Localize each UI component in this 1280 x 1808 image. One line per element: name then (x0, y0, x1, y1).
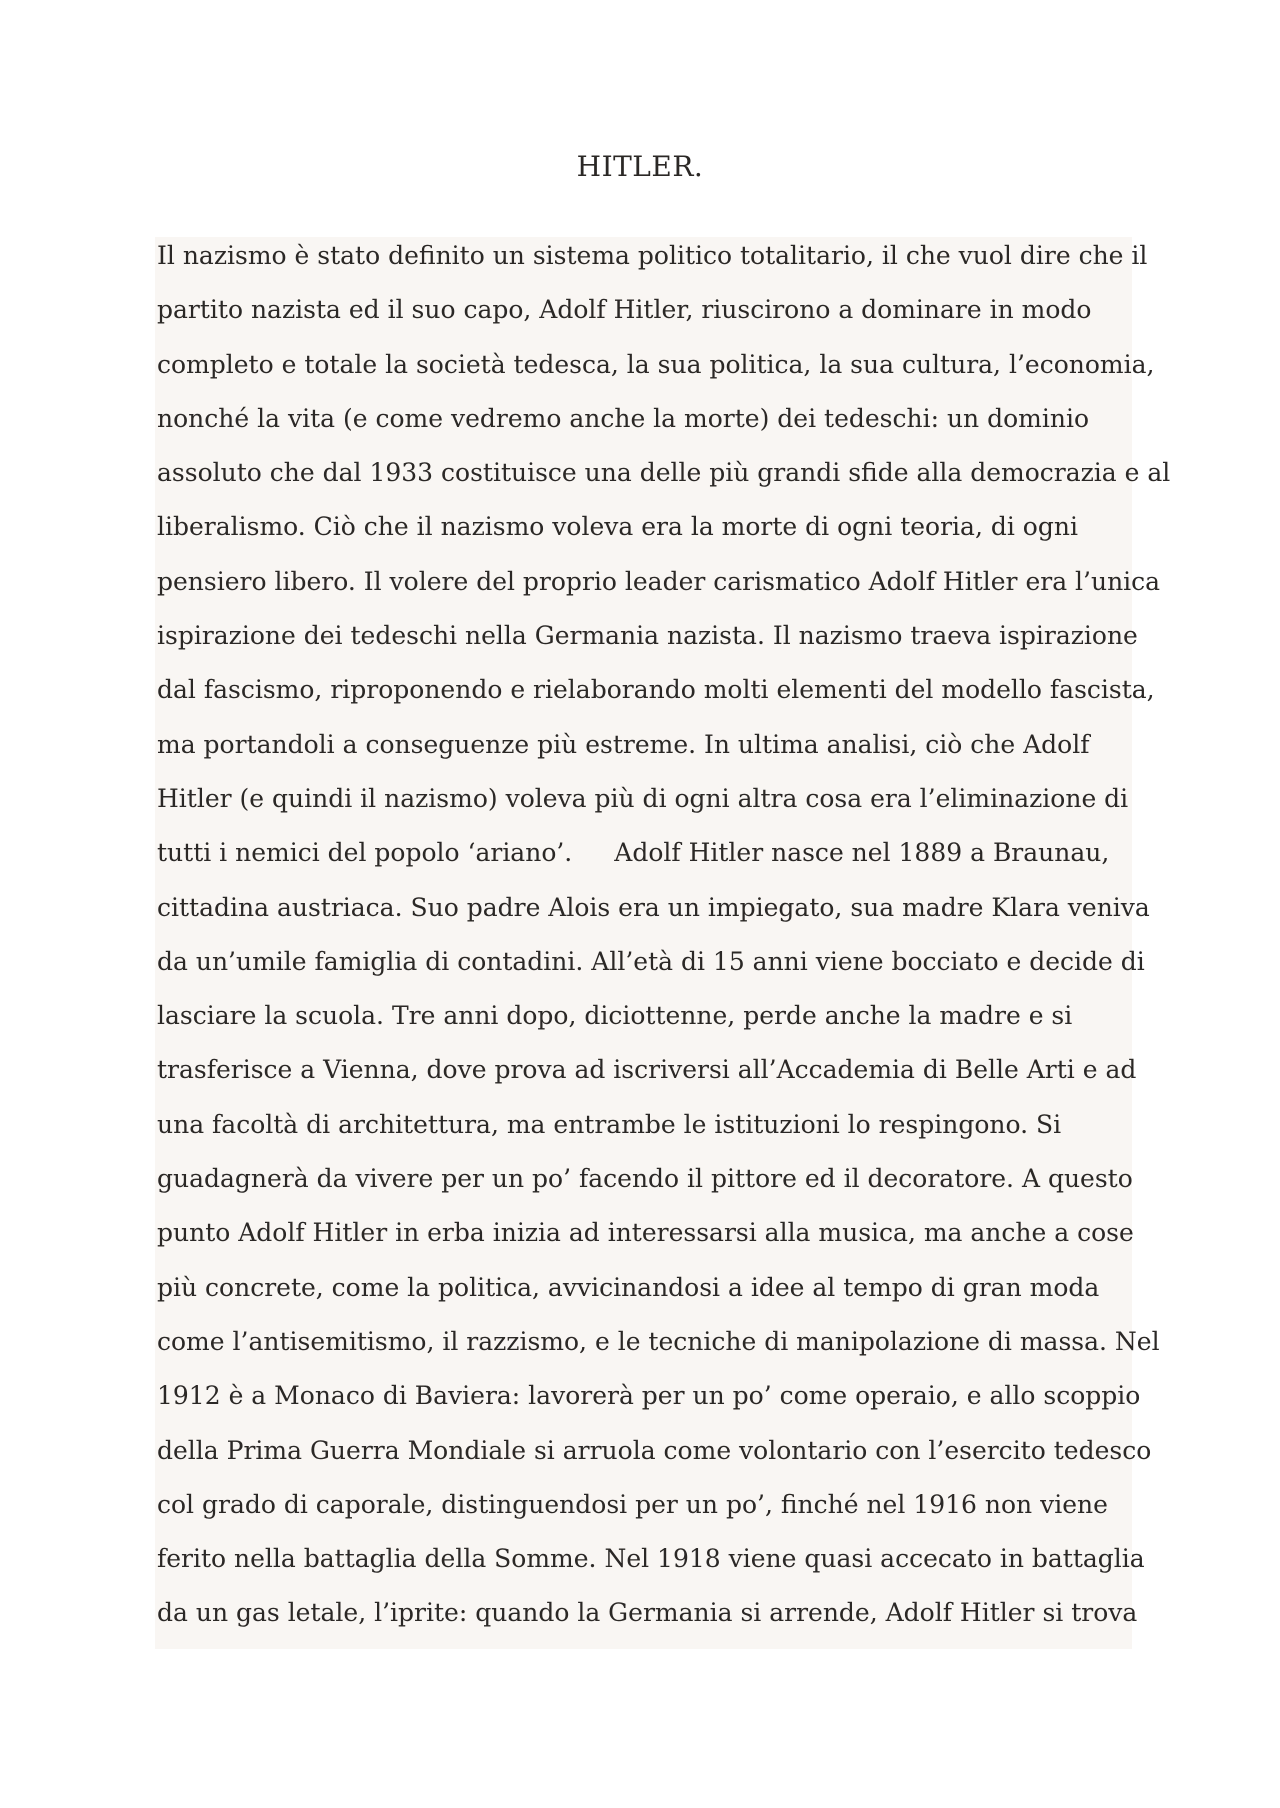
text-line: partito nazista ed il suo capo, Adolf Hitler, riuscirono a dominare in modo (157, 295, 1092, 325)
text-line: liberalismo. Ciò che il nazismo voleva era la morte di ogni teoria, di ogni (157, 512, 1078, 542)
text-line: pensiero libero. Il volere del proprio leader carismatico Adolf Hitler era l’unica (157, 566, 1161, 596)
text-segment: Adolf Hitler nasce nel 1889 a Braunau, (614, 838, 1110, 868)
text-line: più concrete, come la politica, avvicinandosi a idee al tempo di gran moda (157, 1272, 1100, 1302)
text-line: della Prima Guerra Mondiale si arruola come volontario con l’esercito tedesco (157, 1435, 1152, 1465)
text-line: dal fascismo, riproponendo e rielaborando molti elementi del modello fascista, (157, 675, 1155, 705)
text-line: guadagnerà da vivere per un po’ facendo il pittore ed il decoratore. A questo (157, 1164, 1133, 1194)
text-line: Il nazismo è stato definito un sistema politico totalitario, il che vuol dire che il (157, 241, 1148, 270)
text-line: cittadina austriaca. Suo padre Alois era un impiegato, sua madre Klara veniva (157, 892, 1150, 922)
text-segment: tutti i nemici del popolo ‘ariano’. (157, 838, 573, 868)
text-line: nonché la vita (e come vedremo anche la morte) dei tedeschi: un dominio (157, 403, 1090, 433)
text-line: assoluto che dal 1933 costituisce una delle più grandi sfide alla democrazia e al (157, 458, 1171, 488)
text-line: punto Adolf Hitler in erba inizia ad interessarsi alla musica, ma anche a cose (157, 1218, 1134, 1248)
text-line: una facoltà di architettura, ma entrambe le istituzioni lo respingono. Si (157, 1109, 1062, 1139)
text-line: ma portandoli a conseguenze più estreme. In ultima analisi, ciò che Adolf (157, 729, 1090, 759)
text-line: da un gas letale, l’iprite: quando la Germania si arrende, Adolf Hitler si trova (157, 1598, 1138, 1628)
text-line-with-tab (157, 834, 1132, 888)
text-line: col grado di caporale, distinguendosi per un po’, finché nel 1916 non viene (157, 1489, 1108, 1519)
body-text (155, 237, 1171, 1649)
text-line: ispirazione dei tedeschi nella Germania nazista. Il nazismo traeva ispirazione (157, 621, 1138, 651)
text-line: completo e totale la società tedesca, la sua politica, la sua cultura, l’economia, (157, 349, 1155, 379)
text-line: lasciare la scuola. Tre anni dopo, diciottenne, perde anche la madre e si (157, 1001, 1073, 1031)
text-line: come l’antisemitismo, il razzismo, e le tecniche di manipolazione di massa. Nel (157, 1326, 1160, 1356)
text-line: ferito nella battaglia della Somme. Nel 1918 viene quasi accecato in battaglia (157, 1544, 1145, 1574)
text-line: Hitler (e quindi il nazismo) voleva più di ogni altra cosa era l’eliminazione di (157, 783, 1129, 813)
text-line: trasferisce a Vienna, dove prova ad iscriversi all’Accademia di Belle Arti e ad (157, 1055, 1137, 1085)
text-line: da un’umile famiglia di contadini. All’età di 15 anni viene bocciato e decide di (157, 946, 1145, 976)
text-line: 1912 è a Monaco di Baviera: lavorerà per un po’ come operaio, e allo scoppio (157, 1381, 1141, 1411)
page-title: HITLER. (576, 150, 704, 183)
